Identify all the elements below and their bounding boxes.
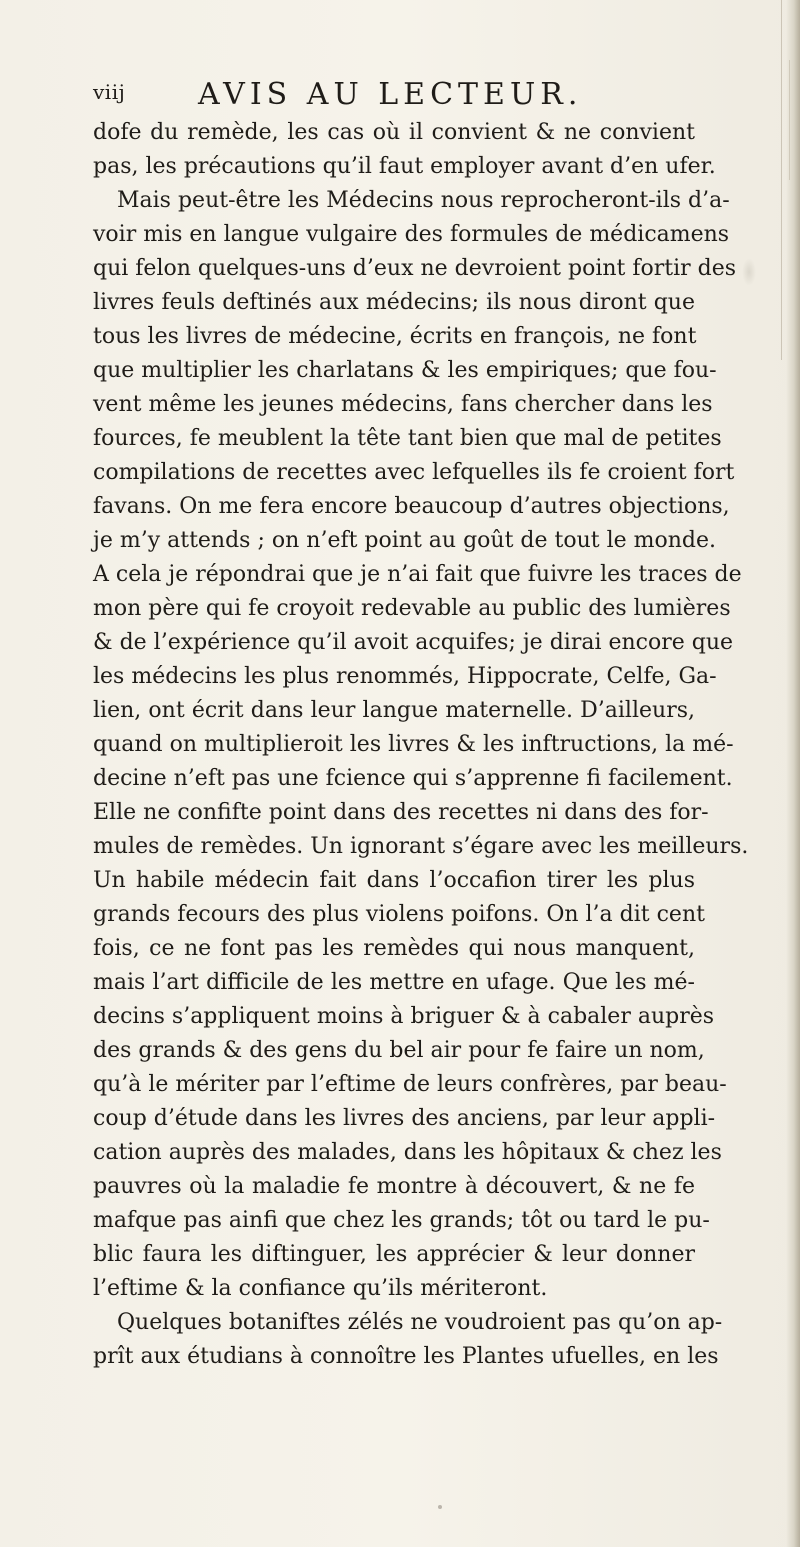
text-line: Mais peut-être les Médecins nous reprocheront-ils d’a- <box>117 188 730 213</box>
page-edge-line <box>789 60 790 180</box>
text-line: Quelques botaniftes zélés ne voudroient pas qu’on ap- <box>117 1310 723 1335</box>
text-line: coup d’étude dans les livres des anciens, par leur appli- <box>93 1106 716 1131</box>
text-line: fources, fe meublent la tête tant bien que mal de petites <box>93 426 722 451</box>
paper-smudge <box>742 258 756 286</box>
text-line: que multiplier les charlatans & les empiriques; que fou- <box>93 358 717 383</box>
text-line: Un habile médecin fait dans l’occafion tirer les plus <box>93 868 695 893</box>
text-line: tous les livres de médecine, écrits en françois, ne font <box>93 324 697 349</box>
text-line: qui felon quelques-uns d’eux ne devroient point fortir des <box>93 256 737 281</box>
text-line: je m’y attends ; on n’eft point au goût de tout le monde. <box>93 528 717 553</box>
text-line: qu’à le mériter par l’eftime de leurs confrères, par beau- <box>93 1072 727 1097</box>
text-line: des grands & des gens du bel air pour fe faire un nom, <box>93 1038 705 1063</box>
text-line: grands fecours des plus violens poifons. On l’a dit cent <box>93 902 705 927</box>
page-edge-line <box>781 0 782 360</box>
page-number: viij <box>93 80 126 104</box>
text-line: prît aux étudians à connoître les Plantes ufuelles, en les <box>93 1344 719 1369</box>
text-line: mafque pas ainfi que chez les grands; tôt ou tard le pu- <box>93 1208 710 1233</box>
text-line: voir mis en langue vulgaire des formules de médicamens <box>93 222 730 247</box>
text-line: mon père qui fe croyoit redevable au public des lumières <box>93 596 731 621</box>
text-line: dofe du remède, les cas où il convient & ne convient <box>93 120 695 145</box>
text-line: & de l’expérience qu’il avoit acquifes; je dirai encore que <box>93 630 734 655</box>
text-line: fois, ce ne font pas les remèdes qui nous manquent, <box>93 936 695 961</box>
text-line: cation auprès des malades, dans les hôpitaux & chez les <box>93 1140 722 1165</box>
body-text <box>93 116 749 1374</box>
running-header <box>93 78 685 112</box>
text-line: mais l’art difficile de les mettre en ufage. Que les mé- <box>93 970 695 995</box>
text-line: quand on multiplieroit les livres & les inftructions, la mé- <box>93 732 734 757</box>
text-line: A cela je répondrai que je n’ai fait que fuivre les traces de <box>93 562 742 587</box>
text-line: pas, les précautions qu’il faut employer avant d’en ufer. <box>93 154 716 179</box>
text-line: Elle ne confifte point dans des recettes ni dans des for- <box>93 800 709 825</box>
text-line: pauvres où la maladie fe montre à découvert, & ne fe <box>93 1174 695 1199</box>
text-line: livres feuls deftinés aux médecins; ils nous diront que <box>93 290 695 315</box>
text-line: compilations de recettes avec lefquelles ils fe croient fort <box>93 460 735 485</box>
text-line: lien, ont écrit dans leur langue maternelle. D’ailleurs, <box>93 698 695 723</box>
text-line: mules de remèdes. Un ignorant s’égare avec les meilleurs. <box>93 834 749 859</box>
page-edge-shadow <box>786 0 800 1547</box>
ink-speck <box>438 1505 442 1509</box>
text-line: les médecins les plus renommés, Hippocrate, Celfe, Ga- <box>93 664 717 689</box>
text-line: vent même les jeunes médecins, fans chercher dans les <box>93 392 713 417</box>
text-line: l’eftime & la confiance qu’ils mériteront. <box>93 1276 548 1301</box>
text-line: decins s’appliquent moins à briguer & à cabaler auprès <box>93 1004 715 1029</box>
text-line: blic faura les diftinguer, les apprécier & leur donner <box>93 1242 695 1267</box>
running-title: AVIS AU LECTEUR. <box>198 77 583 112</box>
text-line: favans. On me fera encore beaucoup d’autres objections, <box>93 494 730 519</box>
text-line: decine n’eft pas une fcience qui s’apprenne fi facilement. <box>93 766 733 791</box>
